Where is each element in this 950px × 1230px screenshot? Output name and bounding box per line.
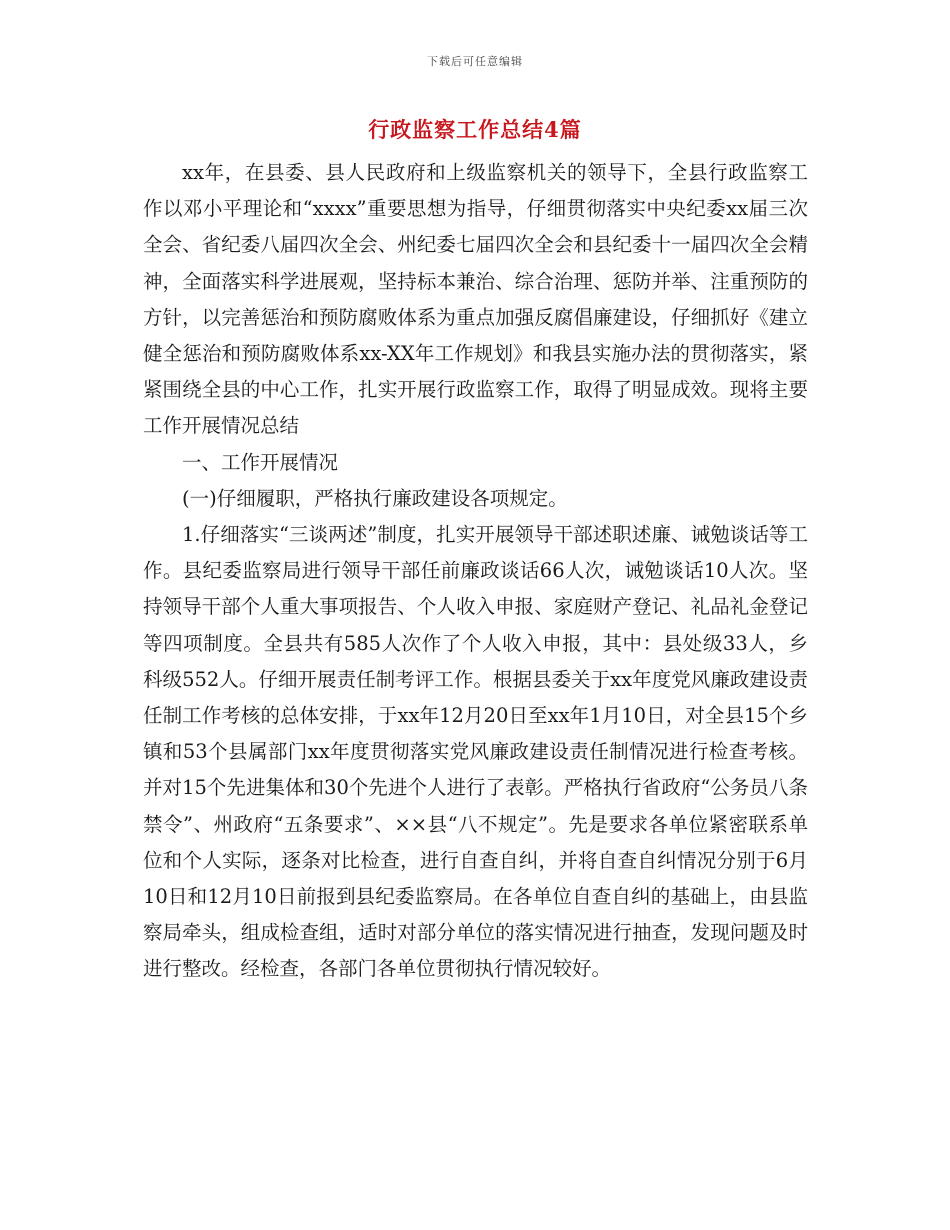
section-heading: 一、工作开展情况 [182,450,339,474]
header-note: 下载后可任意编辑 [427,55,523,68]
paragraph-item-1: 1.仔细落实“三谈两述”制度，扎实开展领导干部述职述廉、诫勉谈话等工作。县纪委监察局进行领导干部任前廉政谈话66人次，诫勉谈话10人次。坚持领导干部个人重大事项报告、个人收入申报、家庭财产登记、礼品礼金登记等四项制度。全县共有585人次作了个人收入申报，其中：县处级33人，乡科级552人。仔细开展责任制考评工作。根据县委关于xx年度党风廉政建设责任制工作考核的总体安排，于xx年12月20日至xx年1月10日，对全县15个乡镇和53个县属部门xx年度贯彻落实党风廉政建设责任制情况进行检查考核。并对15个先进集体和30个先进个人进行了表彰。严格执行省政府“公务员八条禁令”、州政府“五条要求”、××县“八不规定”。先是要求各单位紧密联系单位和个人实际，逐条对比检查，进行自查自纠，并将自查自纠情况分别于6月10日和12月10日前报到县纪委监察局。在各单位自查自纠的基础上，由县监察局牵头，组成检查组，适时对部分单位的落实情况进行抽查，发现问题及时进行整改。经检查，各部门各单位贯彻执行情况较好。 [143,523,808,981]
subsection-heading: (一)仔细履职，严格执行廉政建设各项规定。 [182,486,568,510]
paragraph-intro: xx年，在县委、县人民政府和上级监察机关的领导下，全县行政监察工作以邓小平理论和“xxxx”重要思想为指导，仔细贯彻落实中央纪委xx届三次全会、省纪委八届四次全会、州纪委七届四次全会和县纪委十一届四次全会精神，全面落实科学进展观，坚持标本兼治、综合治理、惩防并举、注重预防的方针，以完善惩治和预防腐败体系为重点加强反腐倡廉建设，仔细抓好《建立健全惩治和预防腐败体系xx-XX年工作规划》和我县实施办法的贯彻落实，紧紧围绕全县的中心工作，扎实开展行政监察工作，取得了明显成效。现将主要工作开展情况总结 [143,161,808,438]
document-title: 行政监察工作总结4篇 [368,117,582,142]
document-body [143,155,808,988]
